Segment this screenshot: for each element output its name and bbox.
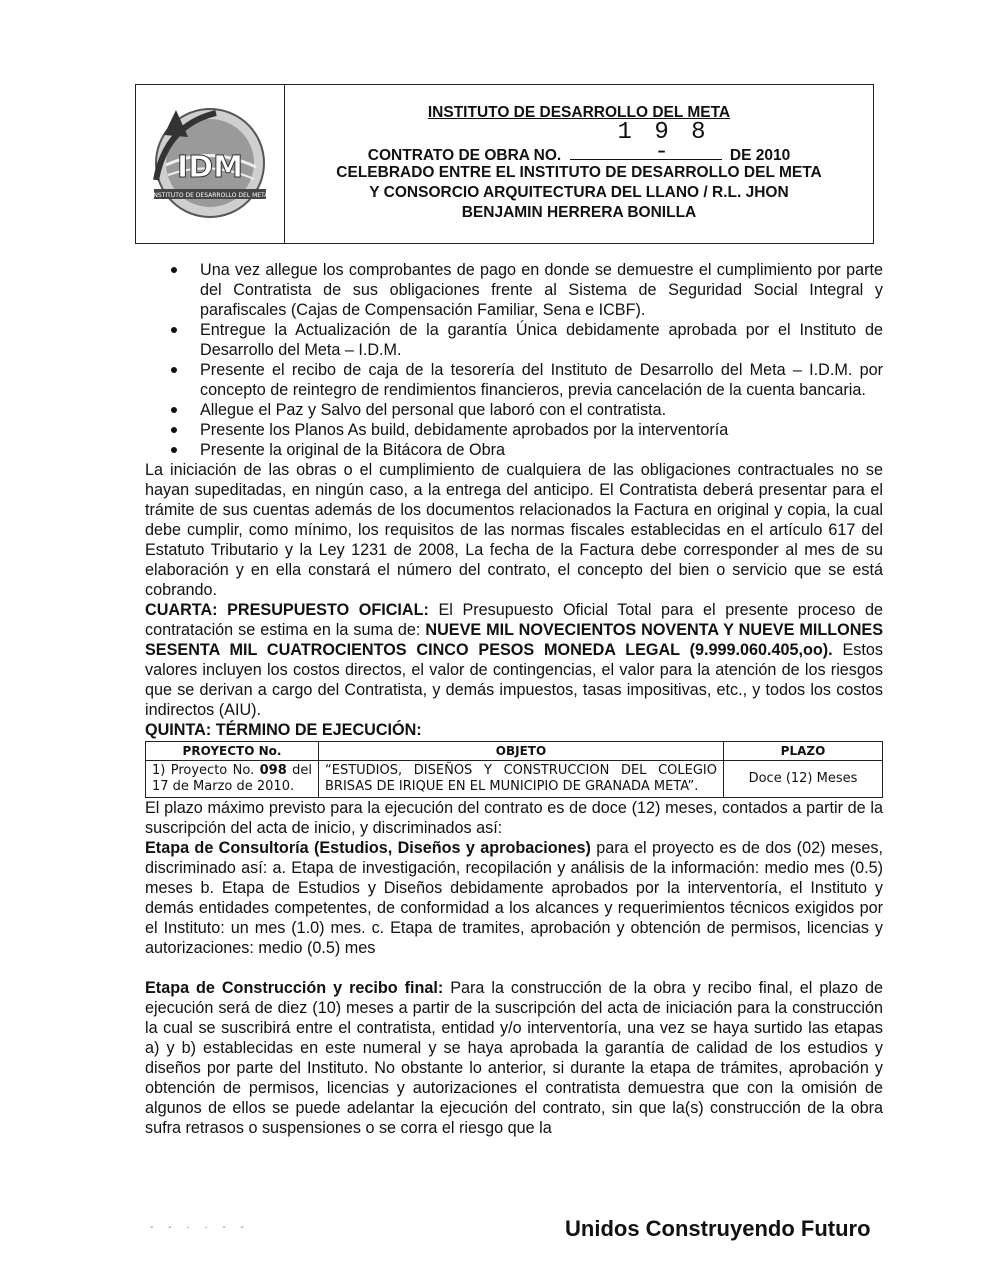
paragraph-construccion: Etapa de Construcción y recibo final: Para la construcción de la obra y recibo final, el plazo de ejecución será de diez (10) meses a partir de la suscripción del acta de iniciación para la construcción la cual se suscribirá entre el contratista, entidad y/o interventoría, una vez se haya surtido las etapas a) y b) establecidas en este numeral y se haya aprobada la garantía de calidad de los estudios y diseños por parte del Instituto. No obstante lo anterior, si durante la etapa de trámites, aprobación y obtención de permisos, licencias y autorizaciones el contratista demuestra que con la omisión de algunos de ellos se puede adelantar la ejecución del contrato, sin que la(s) construcción de la obra sufra retrasos o suspensiones o se corra el riesgo que la bbox=[145, 979, 883, 1137]
document-body bbox=[145, 260, 883, 1138]
clause-cuarta-heading: CUARTA: PRESUPUESTO OFICIAL: bbox=[145, 601, 429, 619]
bullet-icon bbox=[171, 427, 177, 433]
footer-slogan: Unidos Construyendo Futuro bbox=[565, 1216, 871, 1241]
paragraph-plazo: El plazo máximo previsto para la ejecución del contrato es de doce (12) meses, contados a partir de la suscripción del acta de inicio, y discriminados así: bbox=[145, 799, 883, 837]
bullet-icon bbox=[171, 407, 177, 413]
spacer bbox=[145, 958, 883, 978]
list-item: Presente los Planos As build, debidamente aprobados por la interventoría bbox=[145, 420, 883, 440]
bullet-icon bbox=[171, 327, 177, 333]
list-item: Allegue el Paz y Salvo del personal que laboró con el contratista. bbox=[145, 400, 883, 420]
table-row bbox=[146, 761, 883, 798]
clause-cuarta: CUARTA: PRESUPUESTO OFICIAL: El Presupuesto Oficial Total para el presente proceso de contratación se estima en la suma de: NUEVE MIL NOVECIENTOS NOVENTA Y NUEVE MILLONES SESENTA MIL CUATROCIENTOS CINCO PESOS MONEDA LEGAL (9.999.060.405,oo). Estos valores incluyen los costos directos, el valor de contingencias, el valor para la atención de los riesgos que se derivan a cargo del Contratista, y demás impuestos, tasas impositivas, etc., y todos los costos indirectos (AIU). bbox=[145, 601, 883, 719]
cell-plazo: Doce (12) Meses bbox=[724, 761, 883, 798]
column-header-proyecto: PROYECTO No. bbox=[146, 742, 319, 761]
idm-logo bbox=[146, 105, 274, 223]
contract-number: 1 9 8 - bbox=[617, 119, 710, 166]
bullet-icon bbox=[171, 367, 177, 373]
bullet-icon bbox=[171, 267, 177, 273]
paragraph-iniciacion: La iniciación de las obras o el cumplimiento de cualquiera de las obligaciones contractuales no se hayan supeditadas, en ningún caso, a la entrega del anticipo. El Contratista deberá presentar para el trámite de sus cuentas además de los documentos relacionados la Factura en original y copia, la cual debe cumplir, como mínimo, los requisitos de las normas fiscales establecidas en el artículo 617 del Estatuto Tributario y la Ley 1231 de 2008, La fecha de la Factura debe corresponder al mes de su elaboración y en ella constará el número del contrato, el concepto del bien o servicio que se está cobrando. bbox=[145, 461, 883, 599]
paragraph-consultoria: Etapa de Consultoría (Estudios, Diseños y aprobaciones) para el proyecto es de dos (02) meses, discriminado así: a. Etapa de investigación, recopilación y análisis de la información: medio mes (0.5) meses b. Etapa de Estudios y Diseños debidamente aprobados por la interventoría, el Instituto y demás entidades competentes, de conformidad a los alcances y requerimientos técnicos exigidos por el Instituto: un mes (1.0) mes. c. Etapa de tramites, aprobación y obtención de permisos, licencias y autorizaciones: medio (0.5) mes bbox=[145, 839, 883, 957]
column-header-plazo: PLAZO bbox=[724, 742, 883, 761]
logo-caption: INSTITUTO DE DESARROLLO DEL META bbox=[151, 192, 269, 199]
footer-marks: - - · · - - bbox=[150, 1222, 250, 1233]
table-header-row bbox=[146, 742, 883, 761]
contract-prefix: CONTRATO DE OBRA NO. bbox=[367, 147, 562, 164]
contract-number-field bbox=[570, 119, 722, 166]
header-line-3: Y CONSORCIO ARQUITECTURA DEL LLANO / R.L. JHON bbox=[369, 184, 789, 201]
requirements-list bbox=[145, 260, 883, 460]
contract-year: DE 2010 bbox=[729, 147, 791, 164]
column-header-objeto: OBJETO bbox=[319, 742, 724, 761]
document-header bbox=[135, 84, 874, 244]
budget-amount: NUEVE MIL NOVECIENTOS NOVENTA Y NUEVE MILLONES SESENTA MIL CUATROCIENTOS CINCO PESOS MONEDA LEGAL (9.999.060.405,oo). bbox=[145, 621, 883, 659]
cell-proyecto: 1) Proyecto No. 098 del 17 de Marzo de 2010. bbox=[146, 761, 319, 798]
header-line-2: CELEBRADO ENTRE EL INSTITUTO DE DESARROLLO DEL META bbox=[336, 164, 822, 181]
institute-title: INSTITUTO DE DESARROLLO DEL META bbox=[427, 104, 731, 121]
logo-letters: IDM bbox=[177, 150, 243, 185]
clause-quinta-heading: QUINTA: TÉRMINO DE EJECUCIÓN: bbox=[145, 721, 422, 739]
header-line-4: BENJAMIN HERRERA BONILLA bbox=[461, 204, 697, 221]
construccion-heading: Etapa de Construcción y recibo final: bbox=[145, 979, 444, 997]
list-item: Una vez allegue los comprobantes de pago en donde se demuestre el cumplimiento por parte del Contratista de sus obligaciones frente al Sistema de Seguridad Social Integral y parafiscales (Cajas de Compensación Familiar, Sena e ICBF). bbox=[145, 260, 883, 320]
consultoria-heading: Etapa de Consultoría (Estudios, Diseños y aprobaciones) bbox=[145, 839, 591, 857]
logo-cell bbox=[136, 85, 284, 243]
cell-objeto: “ESTUDIOS, DISEÑOS Y CONSTRUCCION DEL COLEGIO BRISAS DE IRIQUE EN EL MUNICIPIO DE GRANADA META”. bbox=[319, 761, 724, 798]
list-item: Presente el recibo de caja de la tesorería del Instituto de Desarrollo del Meta – I.D.M. por concepto de reintegro de rendimientos financieros, previa cancelación de la cuenta bancaria. bbox=[145, 360, 883, 400]
header-text bbox=[285, 85, 873, 243]
list-item: Entregue la Actualización de la garantía Única debidamente aprobada por el Instituto de Desarrollo del Meta – I.D.M. bbox=[145, 320, 883, 360]
bullet-icon bbox=[171, 447, 177, 453]
list-item: Presente la original de la Bitácora de Obra bbox=[145, 440, 883, 460]
execution-table bbox=[145, 741, 883, 798]
